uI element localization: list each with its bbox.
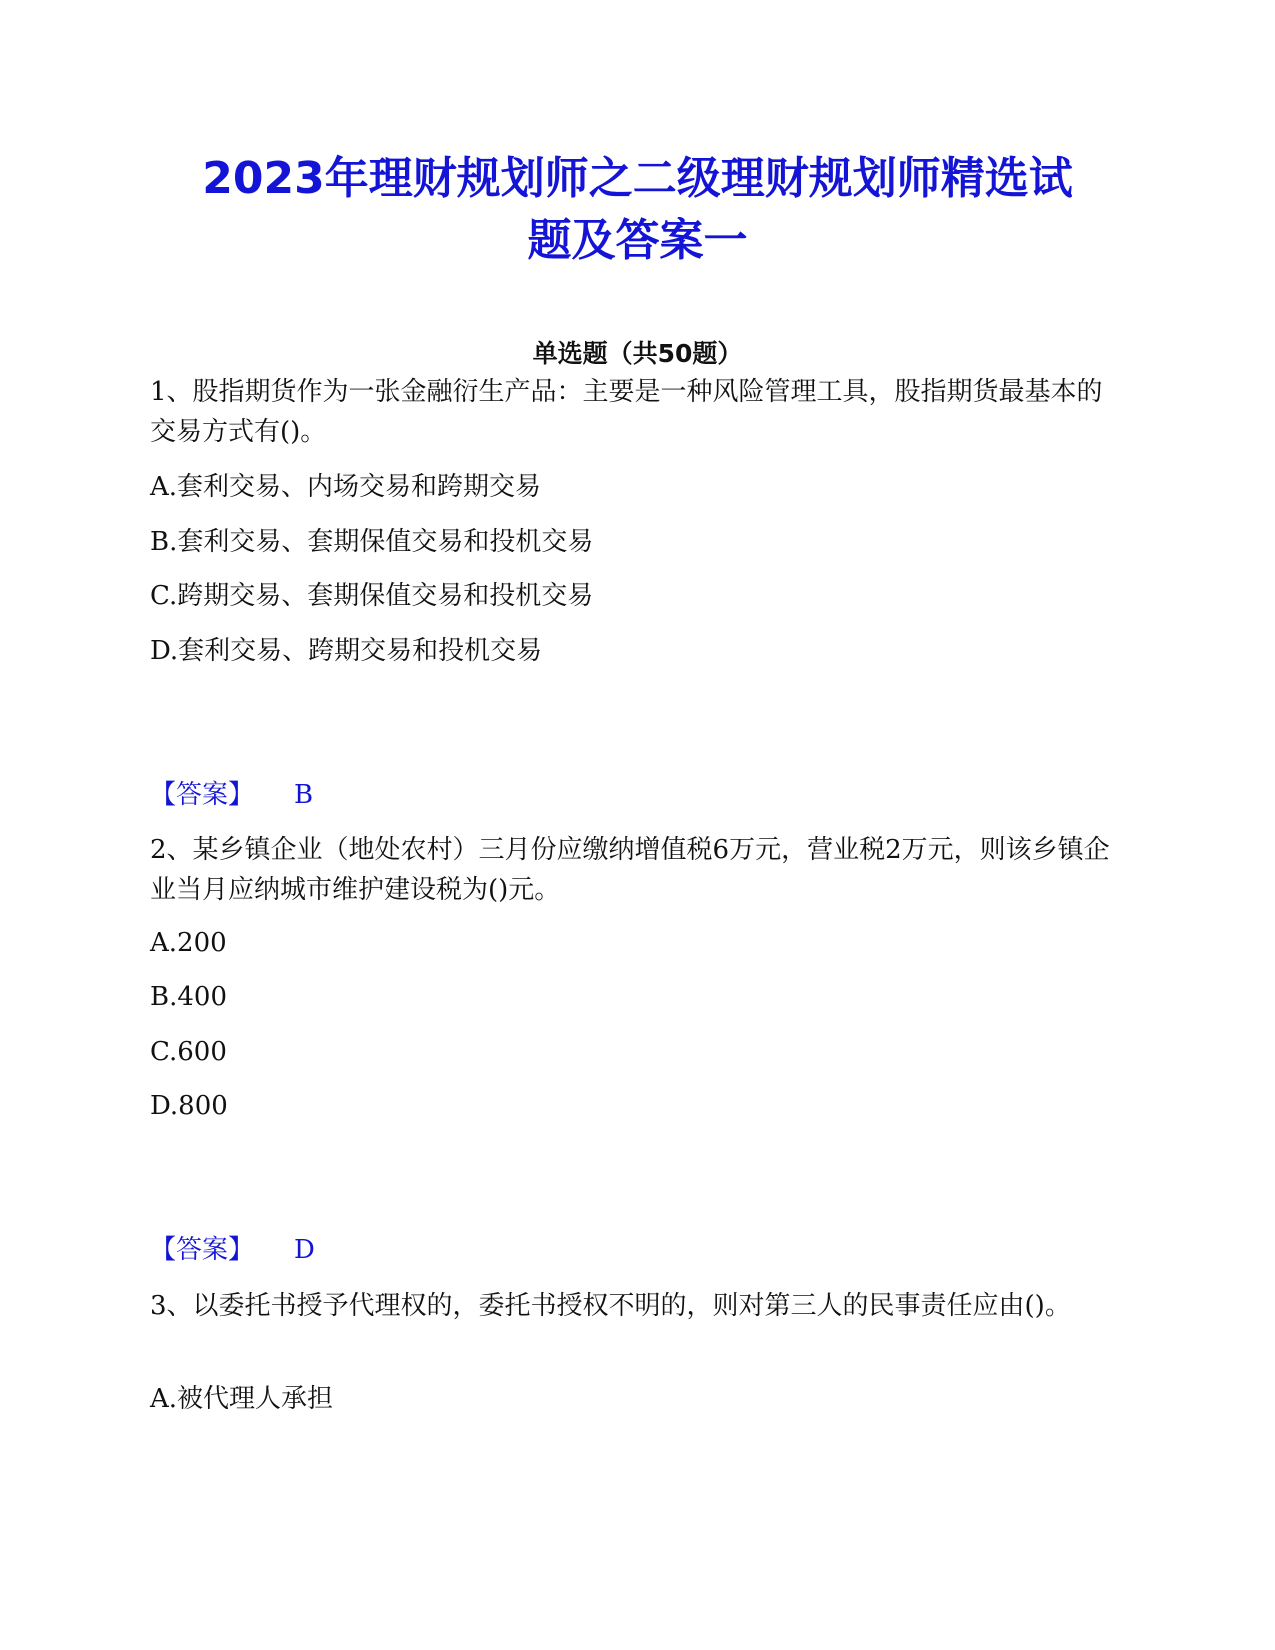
question-2-stem: 2、某乡镇企业（地处农村）三月份应缴纳增值税6万元，营业税2万元，则该乡镇企业当月应纳城市维护建设税为()元。 xyxy=(150,835,1110,905)
question-1-option-a: A.套利交易、内场交易和跨期交易 xyxy=(150,472,542,502)
document-title-line-1: 2023年理财规划师之二级理财规划师精选试 xyxy=(202,153,1073,204)
section-heading: 单选题（共50题） xyxy=(532,339,743,368)
question-2-option-c: C.600 xyxy=(150,1037,227,1067)
question-1-answer xyxy=(150,777,313,813)
answer-value: B xyxy=(294,780,314,810)
question-1-option-c: C.跨期交易、套期保值交易和投机交易 xyxy=(150,581,594,611)
question-2-option-b: B.400 xyxy=(150,982,227,1012)
answer-value: D xyxy=(294,1235,315,1265)
question-2-answer xyxy=(150,1232,315,1268)
document-title xyxy=(130,148,1145,272)
document-title-line-2: 题及答案一 xyxy=(527,215,748,266)
question-2-option-d: D.800 xyxy=(150,1091,228,1121)
question-3-option-a: A.被代理人承担 xyxy=(150,1384,334,1414)
question-3-stem: 3、以委托书授予代理权的，委托书授权不明的，则对第三人的民事责任应由()。 xyxy=(150,1291,1071,1321)
answer-label: 【答案】 xyxy=(150,1235,255,1265)
answer-label: 【答案】 xyxy=(150,780,255,810)
question-1-stem: 1、股指期货作为一张金融衍生产品：主要是一种风险管理工具，股指期货最基本的交易方式有()。 xyxy=(150,377,1103,447)
question-1-option-b: B.套利交易、套期保值交易和投机交易 xyxy=(150,527,594,557)
question-2-option-a: A.200 xyxy=(150,928,227,958)
question-1-option-d: D.套利交易、跨期交易和投机交易 xyxy=(150,636,543,666)
